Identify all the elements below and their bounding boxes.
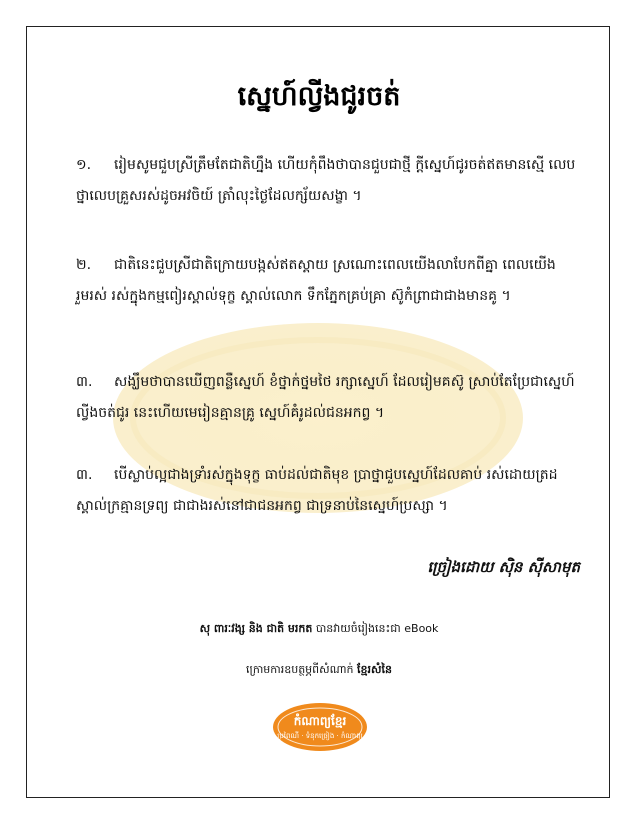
publisher-logo [272, 702, 368, 752]
verse-text: ជាតិនេះជួបស្រីជាតិក្រោយបង្កស់ឥតស្ដាយ ស្រណោះពេលយើងលាបែកពីគ្នា ពេលយើងរួមរស់ រស់ក្នុងកម្មពៀរស្គាល់ទុក្ខ ស្គាល់លោក ទឹកភ្នែកគ្រប់គ្រា ស៊ូកំព្រាជាជាងមានគូ ។ [76, 257, 556, 304]
verse-1 [76, 150, 576, 212]
credit-names: សុ ពារៈវង្ស និង ជាតិ មរកត [199, 622, 313, 635]
verse-number: ១. [76, 157, 92, 173]
verse-number: ៣. [76, 374, 93, 390]
sponsor-line [0, 663, 638, 679]
sponsor-name: ខ្មែរសំនៃ [357, 663, 392, 676]
verse-3 [76, 367, 576, 429]
verse-4 [76, 460, 576, 522]
verse-2 [76, 250, 576, 312]
verse-number: ២. [76, 257, 92, 273]
author-line: ច្រៀងដោយ ស៊ិន ស៊ីសាមុត [427, 558, 580, 576]
verse-text: សង្ឃឹមថាបានឃើញពន្លឺស្នេហ៍ ខំថ្នាក់ថ្នមថៃ រក្សាស្នេហ៍ ដែលរៀមគស៊ូ ស្រាប់តែប្រែជាស្នេហ៍ល្វីងចត់ជូរ នេះហើយមេរៀនគ្មានគ្រូ ស្នេហ៍គំរូដល់ជនអកព្វ ។ [76, 374, 575, 421]
credit-format: eBook [404, 622, 439, 635]
verse-number: ៣. [76, 467, 93, 483]
page-title: ស្នេហ៍ល្វីងជូរចត់ [237, 81, 401, 112]
verse-text: រៀមសូមជួបស្រីត្រឹមតែជាតិហ្នឹង ហើយកុំពឹងថាបានជួបជាថ្មី ក្ដីស្នេហ៍ជូរចត់ឥតមានស្មើ លេបថ្នាលេបគ្រួសរស់ដូចអវចិយ៍ ត្រាំលុះថ្ងៃដែលក្ស័យសង្ខា ។ [76, 157, 576, 204]
logo-sub-text: ប្រពៃណី · ទំនុកច្រៀង · កំណាព្យ [277, 732, 363, 740]
logo-main-text: កំណាព្យខ្មែរ [293, 714, 347, 728]
credit-text: បានវាយចំរៀងនេះជា [315, 622, 401, 635]
sponsor-text: ក្រោមការឧបត្ថម្ភពីសំណាក់ [246, 663, 354, 676]
verse-text: បើស្លាប់ល្អជាងទ្រាំរស់ក្នុងទុក្ខ ធាប់ដល់ជាតិមុខ ប្រាថ្នាជួបស្នេហ៍ដែលគាប់ រស់ដោយត្រដស្គាល់ក្រគ្មានទ្រព្យ ជាជាងរស់នៅជាជនអកព្វ ជាទ្រនាប់នៃស្នេហ៍ប្រស្សា ។ [76, 467, 558, 514]
credit-line [0, 622, 638, 638]
